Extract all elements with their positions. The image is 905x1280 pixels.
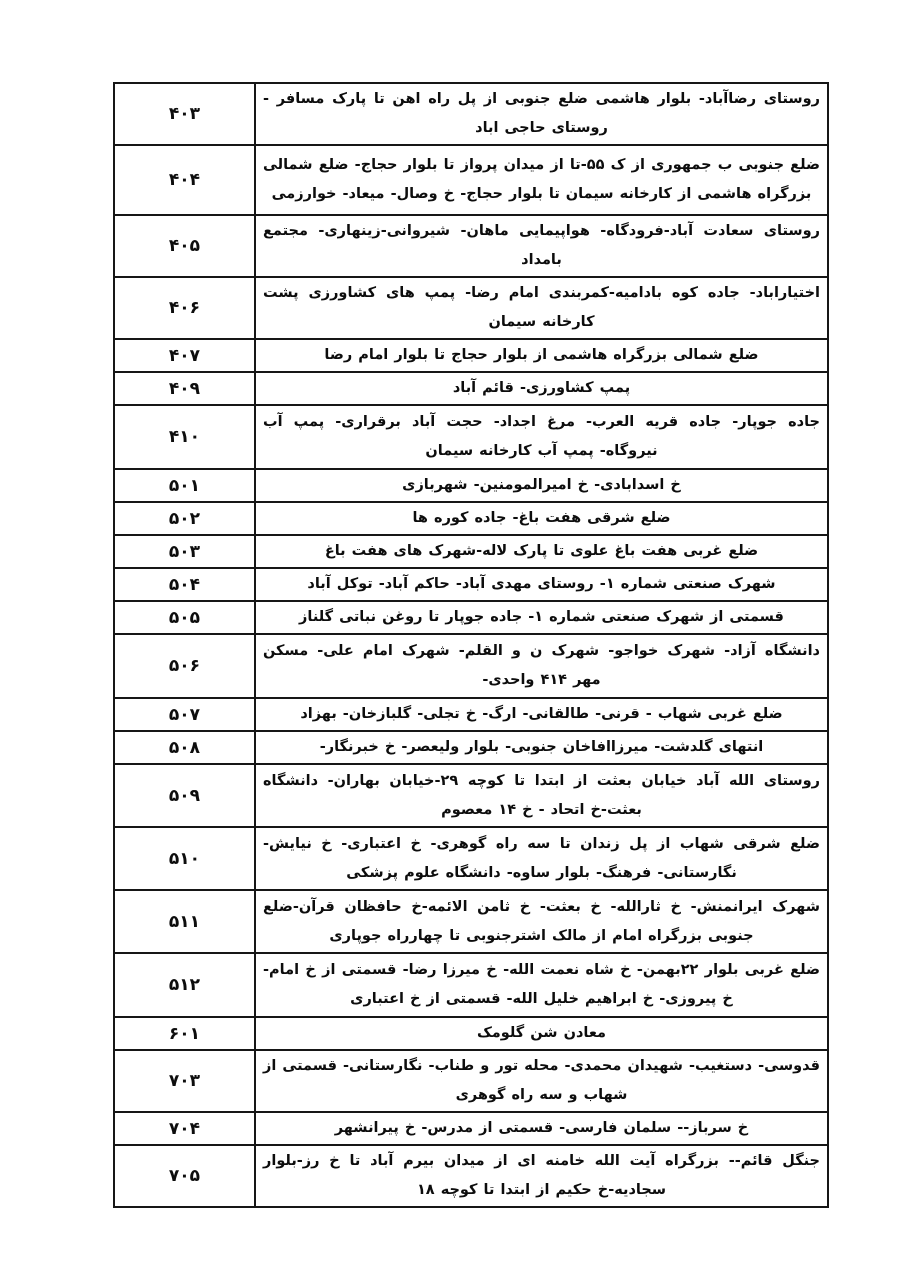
zone-code: ۴۰۶ [114, 277, 255, 339]
table-row [114, 215, 828, 277]
zone-description: ضلع شرقی شهاب از پل زندان تا سه راه گوهری- خ اعتباری- خ نیایش- نگارستانی- فرهنگ- بلوار ساوه- دانشگاه علوم پزشکی [255, 827, 828, 890]
table-row [114, 469, 828, 502]
table-row [114, 890, 828, 953]
zone-code: ۵۰۷ [114, 698, 255, 731]
zone-description: اختیاراباد- جاده کوه بادامیه-کمربندی امام رضا- پمپ های کشاورزی پشت کارخانه سیمان [255, 277, 828, 339]
table-row [114, 535, 828, 568]
zone-code: ۵۰۶ [114, 634, 255, 698]
table-row [114, 731, 828, 764]
zone-description: ضلع غربی شهاب - قرنی- طالقانی- ارگ- خ تجلی- گلبازخان- بهزاد [255, 698, 828, 731]
table-row [114, 953, 828, 1017]
table-row [114, 502, 828, 535]
zone-description: خ اسدابادی- خ امیرالمومنین- شهربازی [255, 469, 828, 502]
zone-description: ضلع غربی هفت باغ علوی تا پارک لاله-شهرک های هفت باغ [255, 535, 828, 568]
zone-code: ۵۰۹ [114, 764, 255, 827]
table-row [114, 277, 828, 339]
table-row [114, 698, 828, 731]
zone-description: ضلع شمالی بزرگراه هاشمی از بلوار حجاج تا بلوار امام رضا [255, 339, 828, 372]
zone-description: روستای رضاآباد- بلوار هاشمی ضلع جنوبی از پل راه اهن تا پارک مسافر - روستای حاجی اباد [255, 83, 828, 145]
zone-code: ۴۰۴ [114, 145, 255, 215]
zone-code: ۵۰۸ [114, 731, 255, 764]
table-row [114, 1145, 828, 1207]
zone-code: ۵۱۰ [114, 827, 255, 890]
table-row [114, 145, 828, 215]
zone-description: قدوسی- دستغیب- شهیدان محمدی- محله تور و طناب- نگارستانی- قسمتی از شهاب و سه راه گوهری [255, 1050, 828, 1112]
zone-description: جاده جوپار- جاده قریه العرب- مرغ اجداد- حجت آباد برقراری- پمپ آب نیروگاه- پمپ آب کارخانه سیمان [255, 405, 828, 469]
zone-description: قسمتی از شهرک صنعتی شماره ۱- جاده جوپار تا روغن نباتی گلناز [255, 601, 828, 634]
table-row [114, 339, 828, 372]
zone-description: جنگل قائم-- بزرگراه آیت الله خامنه ای از میدان بیرم آباد تا خ رز-بلوار سجادیه-خ حکیم از ابتدا تا کوچه ۱۸ [255, 1145, 828, 1207]
zone-code: ۵۱۱ [114, 890, 255, 953]
zone-code: ۷۰۵ [114, 1145, 255, 1207]
zone-description: خ سرباز-- سلمان فارسی- قسمتی از مدرس- خ پیرانشهر [255, 1112, 828, 1145]
zone-code: ۵۱۲ [114, 953, 255, 1017]
zone-code: ۶۰۱ [114, 1017, 255, 1050]
zone-code: ۴۰۳ [114, 83, 255, 145]
zone-code: ۵۰۳ [114, 535, 255, 568]
table-row [114, 634, 828, 698]
zone-code: ۷۰۳ [114, 1050, 255, 1112]
table-row [114, 1017, 828, 1050]
zone-description: شهرک صنعتی شماره ۱- روستای مهدی آباد- حاکم آباد- توکل آباد [255, 568, 828, 601]
table-row [114, 405, 828, 469]
zone-description: ضلع شرقی هفت باغ- جاده کوره ها [255, 502, 828, 535]
zone-description: ضلع جنوبی ب جمهوری از ک ۵۵-تا از میدان پرواز تا بلوار حجاج- ضلع شمالی بزرگراه هاشمی از کارخانه سیمان تا بلوار حجاج- خ وصال- میعاد- خوارزمی [255, 145, 828, 215]
table-row [114, 83, 828, 145]
table-row [114, 568, 828, 601]
zone-code: ۵۰۵ [114, 601, 255, 634]
zone-code: ۴۰۵ [114, 215, 255, 277]
zone-code: ۴۱۰ [114, 405, 255, 469]
zones-table [113, 82, 829, 1208]
table-row [114, 827, 828, 890]
zone-code: ۷۰۴ [114, 1112, 255, 1145]
table-row [114, 601, 828, 634]
zone-description: دانشگاه آزاد- شهرک خواجو- شهرک ن و القلم- شهرک امام علی- مسکن مهر ۴۱۴ واحدی- [255, 634, 828, 698]
zone-description: روستای الله آباد خیابان بعثت از ابتدا تا کوچه ۲۹-خیابان بهاران- دانشگاه بعثت-خ اتحاد - خ ۱۴ معصوم [255, 764, 828, 827]
table-row [114, 1050, 828, 1112]
zone-description: پمپ کشاورزی- قائم آباد [255, 372, 828, 405]
zone-code: ۵۰۲ [114, 502, 255, 535]
zone-description: روستای سعادت آباد-فرودگاه- هواپیمایی ماهان- شیروانی-زینهاری- مجتمع بامداد [255, 215, 828, 277]
table-row [114, 1112, 828, 1145]
zone-description: ضلع غربی بلوار ۲۲بهمن- خ شاه نعمت الله- خ میرزا رضا- قسمتی از خ امام- خ پیروزی- خ ابراهیم خلیل الله- قسمتی از خ اعتباری [255, 953, 828, 1017]
zone-code: ۴۰۷ [114, 339, 255, 372]
zone-description: معادن شن گلومک [255, 1017, 828, 1050]
table-row [114, 764, 828, 827]
zone-description: انتهای گلدشت- میرزاافاخان جنوبی- بلوار ولیعصر- خ خبرنگار- [255, 731, 828, 764]
zone-code: ۵۰۴ [114, 568, 255, 601]
zone-code: ۵۰۱ [114, 469, 255, 502]
table-row [114, 372, 828, 405]
zone-description: شهرک ایرانمنش- خ ثارالله- خ بعثت- خ ثامن الائمه-خ حافظان قرآن-ضلع جنوبی بزرگراه امام از مالک اشترجنوبی تا چهارراه جوپاری [255, 890, 828, 953]
zone-code: ۴۰۹ [114, 372, 255, 405]
zones-table-body [114, 83, 828, 1207]
